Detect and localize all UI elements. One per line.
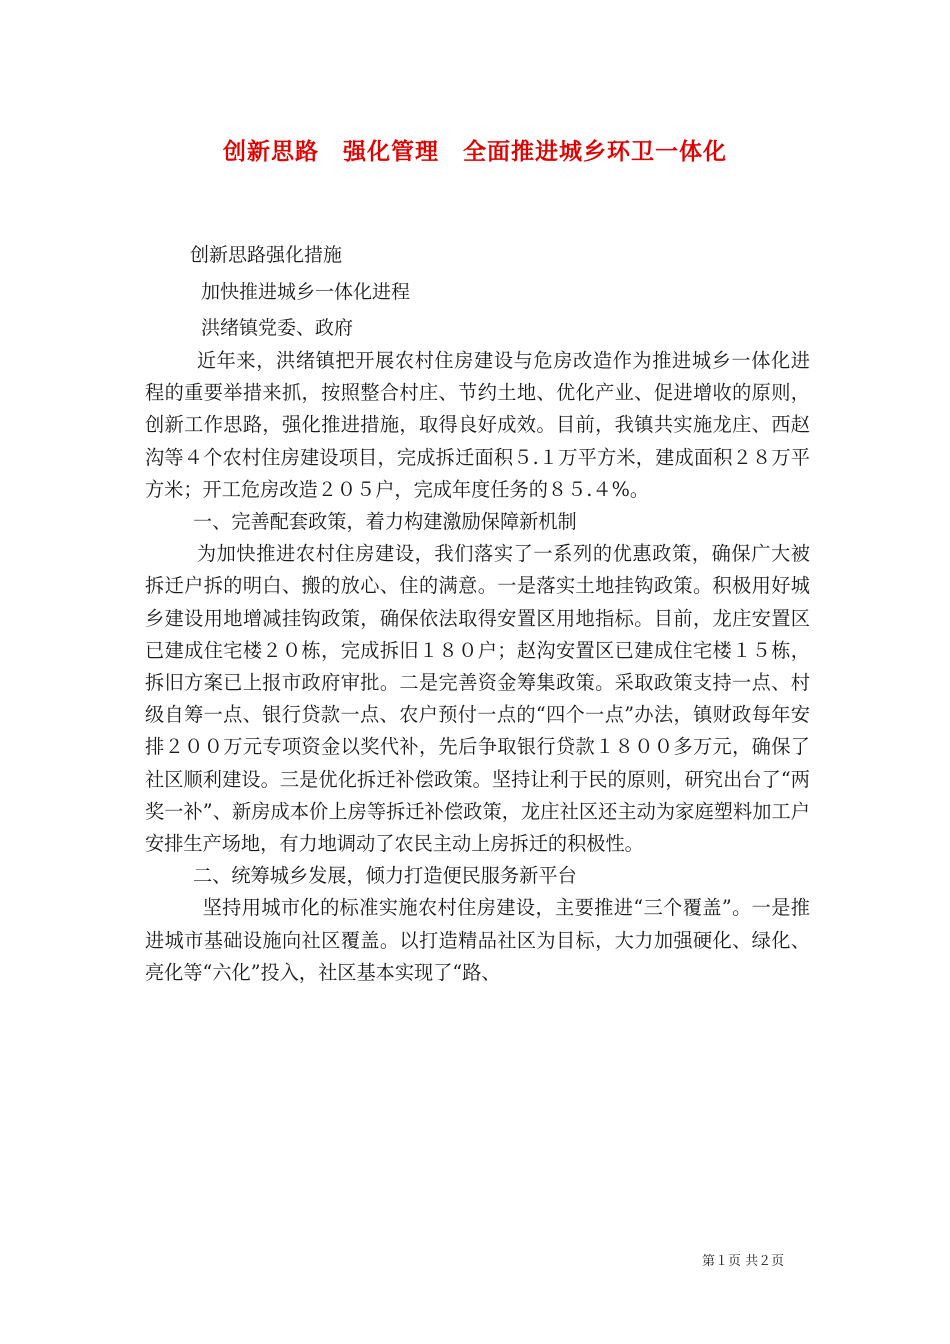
subtitle-line-2: 加快推进城乡一体化进程: [201, 281, 411, 303]
paragraph-section-2: 坚持用城市化的标准实施农村住房建设，主要推进“三个覆盖”。一是推进城市基础设施向社区覆盖。以打造精品社区为目标，大力加强硬化、绿化、亮化等“六化”投入，社区基本实现了“路、: [145, 896, 810, 984]
document-body: [145, 345, 810, 989]
document-title: 创新思路 强化管理 全面推进城乡环卫一体化: [223, 138, 727, 165]
section-heading-2: 二、统筹城乡发展，倾力打造便民服务新平台: [193, 864, 577, 888]
author-line: 洪绪镇党委、政府: [201, 317, 354, 339]
subtitle-line-1: 创新思路强化措施: [190, 244, 343, 266]
section-heading-1: 一、完善配套政策，着力构建激励保障新机制: [193, 510, 577, 534]
page-number-footer: 第１页 共２页: [702, 1254, 785, 1269]
paragraph-section-1: 为加快推进农村住房建设，我们落实了一系列的优惠政策，确保广大被拆迁户拆的明白、搬的放心、住的满意。一是落实土地挂钩政策。积极用好城乡建设用地增减挂钩政策，确保依法取得安置区用地指标。目前，龙庄安置区已建成住宅楼２０栋，完成拆旧１８０户；赵沟安置区已建成住宅楼１５栋，拆旧方案已上报市政府审批。二是完善资金筹集政策。采取政策支持一点、村级自筹一点、银行贷款一点、农户预付一点的“四个一点”办法，镇财政每年安排２００万元专项资金以奖代补，先后争取银行贷款１８００多万元，确保了社区顺利建设。三是优化拆迁补偿政策。坚持让利于民的原则，研究出台了“两奖一补”、新房成本价上房等拆迁补偿政策，龙庄社区还主动为家庭塑料加工户安排生产场地，有力地调动了农民主动上房拆迁的积极性。: [145, 542, 810, 856]
paragraph-intro: 近年来，洪绪镇把开展农村住房建设与危房改造作为推进城乡一体化进程的重要举措来抓，按照整合村庄、节约土地、优化产业、促进增收的原则，创新工作思路，强化推进措施，取得良好成效。目前，我镇共实施龙庄、西赵沟等４个农村住房建设项目，完成拆迁面积５.１万平方米，建成面积２８万平方米；开工危房改造２０５户，完成年度任务的８５.４%。: [145, 349, 810, 501]
